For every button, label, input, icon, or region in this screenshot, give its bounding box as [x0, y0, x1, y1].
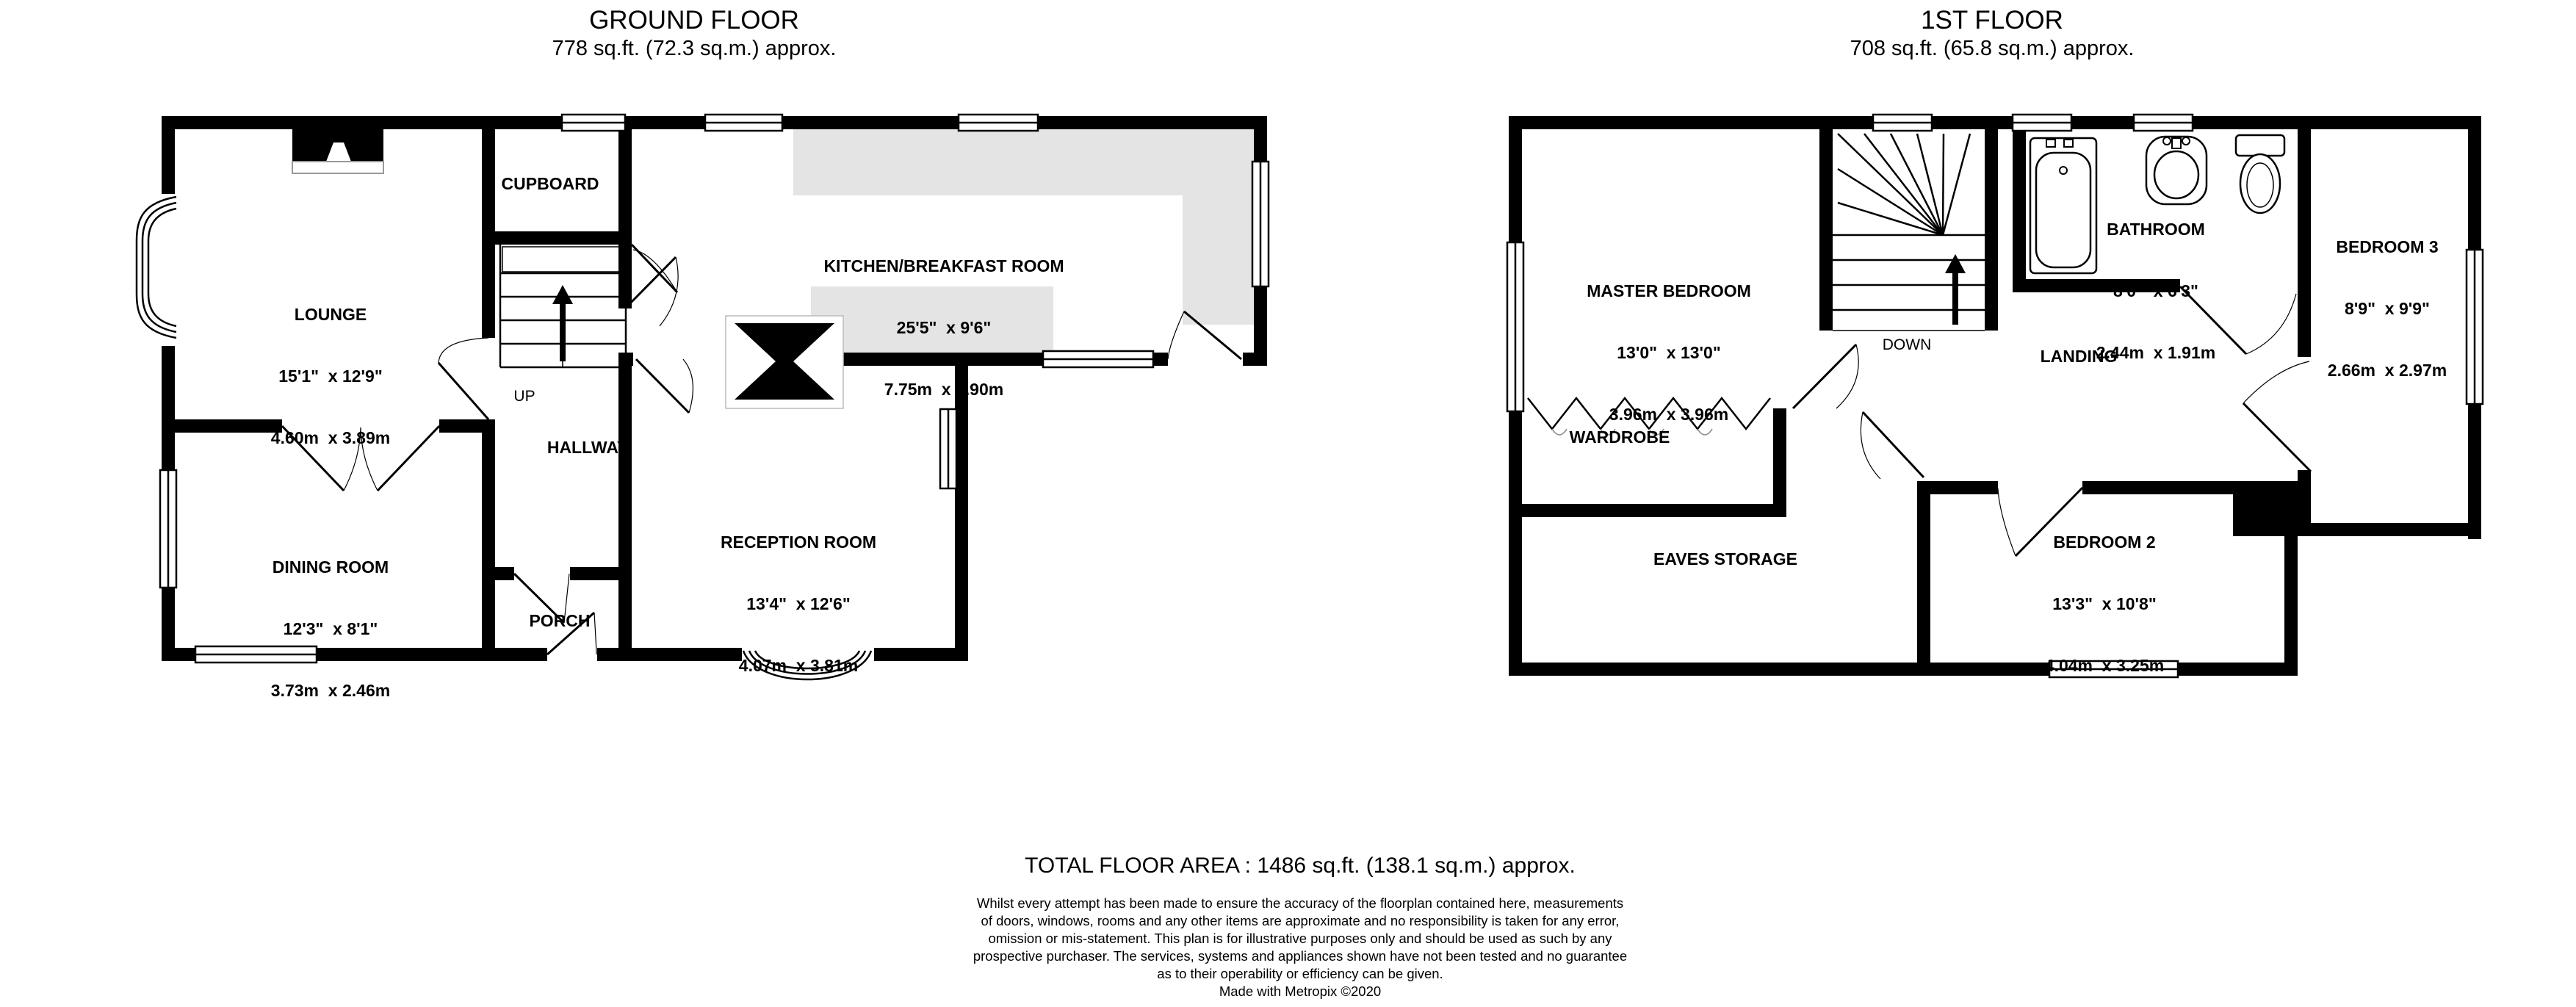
label-down: DOWN — [1882, 336, 1932, 353]
room-label-dining: DINING ROOM 12'3" x 8'1" 3.73m x 2.46m — [270, 557, 391, 700]
room-label-kitchen: KITCHEN/BREAKFAST ROOM 25'5" x 9'6" 7.75m x 2.90m — [823, 256, 1064, 399]
label-up: UP — [513, 388, 535, 405]
label-wardrobe: WARDROBE — [1569, 427, 1670, 447]
disclaimer-line: as to their operability or efficiency can be given. — [1157, 966, 1443, 981]
disclaimer-line: prospective purchaser. The services, systems and appliances shown have not been tested and no guarantee — [973, 948, 1628, 964]
room-label-reception: RECEPTION ROOM 13'4" x 12'6" 4.07m x 3.81m — [720, 533, 877, 675]
room-label-bedroom2: BEDROOM 2 13'3" x 10'8" 4.04m x 3.25m — [2044, 533, 2165, 675]
room-label-bedroom3: BEDROOM 3 8'9" x 9'9" 2.66m x 2.97m — [2327, 237, 2447, 380]
label-landing: LANDING — [2040, 347, 2118, 366]
label-hallway: HALLWAY — [546, 438, 629, 457]
gf-title: GROUND FLOOR — [589, 6, 799, 35]
gf-fireplace-icon — [292, 129, 383, 173]
label-porch: PORCH — [529, 611, 591, 630]
disclaimer-line: of doors, windows, rooms and any other items are approximate and no responsibility is taken for any error, — [981, 913, 1620, 928]
gf-stairs-icon — [500, 245, 626, 367]
ff-area: 708 sq.ft. (65.8 sq.m.) approx. — [1850, 37, 2135, 60]
room-label-lounge: LOUNGE 15'1" x 12'9" 4.60m x 3.89m — [270, 305, 391, 447]
gf-area: 778 sq.ft. (72.3 sq.m.) approx. — [552, 37, 837, 60]
ff-bathtub-icon — [2030, 138, 2096, 273]
disclaimer-line: omission or mis-statement. This plan is for illustrative purposes only and should be used as such by any — [988, 931, 1612, 946]
room-label-bathroom: BATHROOM 8'0" x 6'3" 2.44m x 1.91m — [2096, 220, 2216, 362]
metropix-credit: Made with Metropix ©2020 — [1219, 983, 1382, 999]
label-eaves: EAVES STORAGE — [1653, 549, 1797, 569]
room-label-master: MASTER BEDROOM 13'0" x 13'0" 3.96m x 3.96m — [1587, 281, 1751, 424]
ff-title: 1ST FLOOR — [1921, 6, 2063, 35]
total-floor-area: TOTAL FLOOR AREA : 1486 sq.ft. (138.1 sq.m.) approx. — [1025, 853, 1576, 878]
ff-stairs-icon — [1833, 134, 1985, 331]
disclaimer-line: Whilst every attempt has been made to ensure the accuracy of the floorplan contained here, measurements — [976, 895, 1624, 911]
label-cupboard: CUPBOARD — [501, 174, 599, 193]
ff-toilet-icon — [2236, 135, 2284, 213]
